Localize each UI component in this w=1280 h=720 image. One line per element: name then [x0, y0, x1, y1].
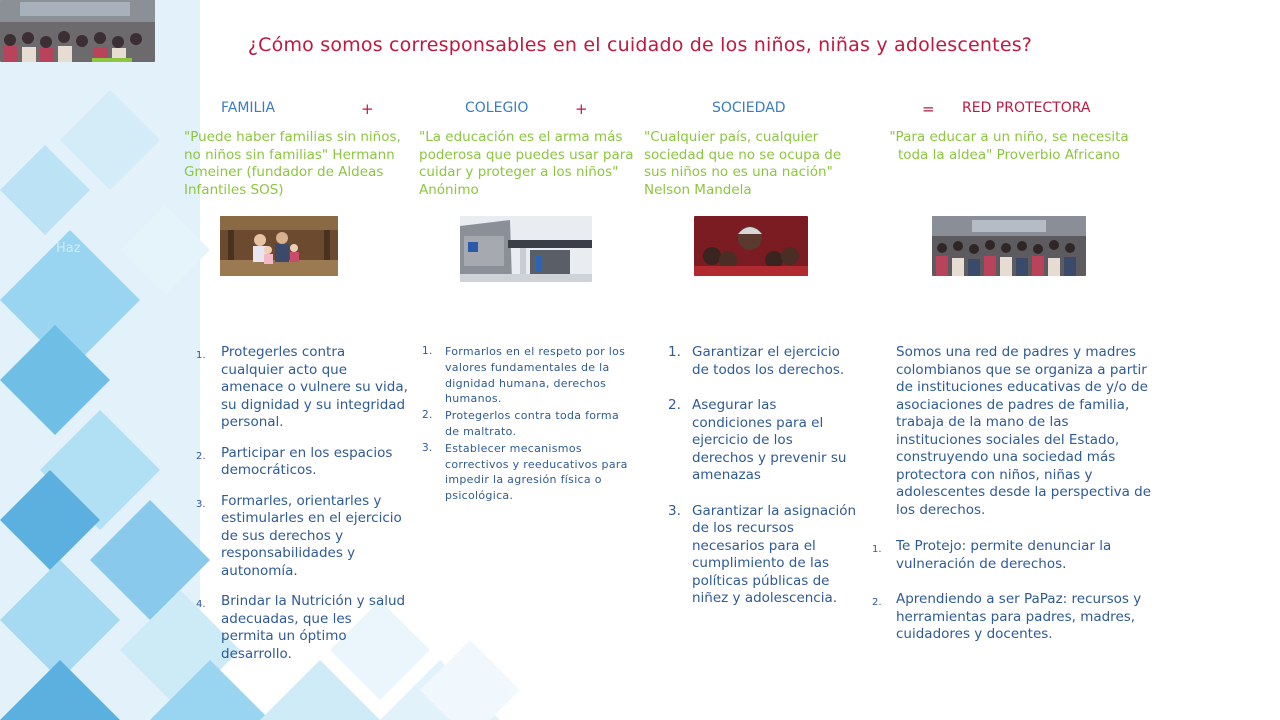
list-text: Garantizar el ejercicio de todos los derechos.	[692, 344, 845, 378]
quote-red: "Para educar a un niño, se necesita toda la aldea" Proverbio Africano	[889, 129, 1129, 163]
list-number: 3.	[422, 441, 433, 454]
slide-title: ¿Cómo somos corresponsables en el cuidado de los niños, niñas y adolescentes?	[247, 34, 1033, 56]
school-building-photo	[460, 216, 592, 282]
list-item	[422, 408, 632, 440]
list-item	[668, 397, 858, 485]
list-number: 1.	[872, 544, 882, 555]
red-list	[872, 538, 1154, 662]
quote-sociedad: "Cualquier país, cualquier sociedad que no se ocupa de sus niños no es una nación" Nelson Mandela	[644, 129, 842, 198]
list-number: 3.	[668, 502, 681, 519]
list-item	[196, 593, 408, 663]
plus-operator: +	[575, 100, 588, 118]
list-item	[422, 441, 632, 504]
header-colegio: COLEGIO	[465, 100, 529, 116]
sociedad-list	[668, 344, 858, 626]
colegio-list	[422, 344, 632, 505]
mandela-children-photo	[694, 216, 808, 276]
list-number: 2.	[422, 409, 433, 422]
auditorium-photo	[932, 216, 1086, 276]
list-number: 2.	[668, 397, 681, 413]
familia-list	[196, 344, 408, 676]
list-item	[196, 344, 408, 432]
faded-text: Haz	[56, 241, 81, 256]
red-paragraph: Somos una red de padres y madres colombianos que se organiza a partir de instituciones educativas de y/o de asociaciones de padres de familia, trabaja de la mano de las instituciones sociales del Estado, construyendo una sociedad más protectora con niños, niñas y adolescentes desde la perspectiva de los derechos.	[896, 344, 1152, 518]
list-item	[196, 445, 408, 480]
plus-operator: +	[361, 100, 374, 118]
list-text: Participar en los espacios democráticos.	[221, 444, 393, 478]
list-item	[668, 344, 858, 379]
list-number: 3.	[196, 498, 206, 510]
list-item	[422, 344, 632, 407]
list-number: 1.	[668, 344, 681, 360]
list-item	[872, 538, 1154, 573]
quote-familia: "Puede haber familias sin niños, no niños sin familias" Hermann Gmeiner (fundador de Aldeas Infantiles SOS)	[184, 129, 401, 198]
list-item	[196, 493, 408, 581]
list-text: Formarles, orientarles y estimularles en el ejercicio de sus derechos y responsabilidades y autonomía.	[221, 492, 402, 579]
list-item	[872, 591, 1154, 644]
list-text: Te Protejo: permite denunciar la vulneración de derechos.	[896, 538, 1112, 572]
list-number: 1.	[422, 345, 433, 357]
list-text: Protegerles contra cualquier acto que amenace o vulnere su vida, su dignidad y su integridad personal.	[221, 344, 408, 430]
list-text: Garantizar la asignación de los recursos necesarios para el cumplimiento de las políticas públicas de niñez y adolescencia.	[692, 502, 857, 606]
list-text: Asegurar las condiciones para el ejercicio de los derechos y prevenir su amenazas	[692, 397, 847, 483]
quote-colegio: "La educación es el arma más poderosa que puedes usar para cuidar y proteger a los niños" Anónimo	[419, 129, 634, 198]
list-text: Establecer mecanismos correctivos y reeducativos para impedir la agresión física o psicológica.	[445, 441, 628, 503]
list-text: Aprendiendo a ser PaPaz: recursos y herramientas para padres, madres, cuidadores y docentes.	[896, 591, 1142, 642]
list-number: 2.	[872, 597, 882, 608]
list-number: 1.	[196, 350, 206, 361]
family-photo	[220, 216, 338, 276]
list-text: Brindar la Nutrición y salud adecuadas, que les permita un óptimo desarrollo.	[221, 593, 406, 662]
list-number: 2.	[196, 450, 206, 462]
list-text: Protegerlos contra toda forma de maltrato.	[445, 409, 619, 438]
list-text: Formarlos en el respeto por los valores fundamentales de la dignidad humana, derechos humanos.	[445, 345, 626, 406]
header-familia: FAMILIA	[221, 100, 276, 116]
header-sociedad: SOCIEDAD	[712, 100, 786, 116]
header-red-protectora: RED PROTECTORA	[962, 100, 1091, 116]
equals-operator: =	[922, 100, 935, 118]
list-number: 4.	[196, 599, 206, 610]
list-item	[668, 503, 858, 608]
